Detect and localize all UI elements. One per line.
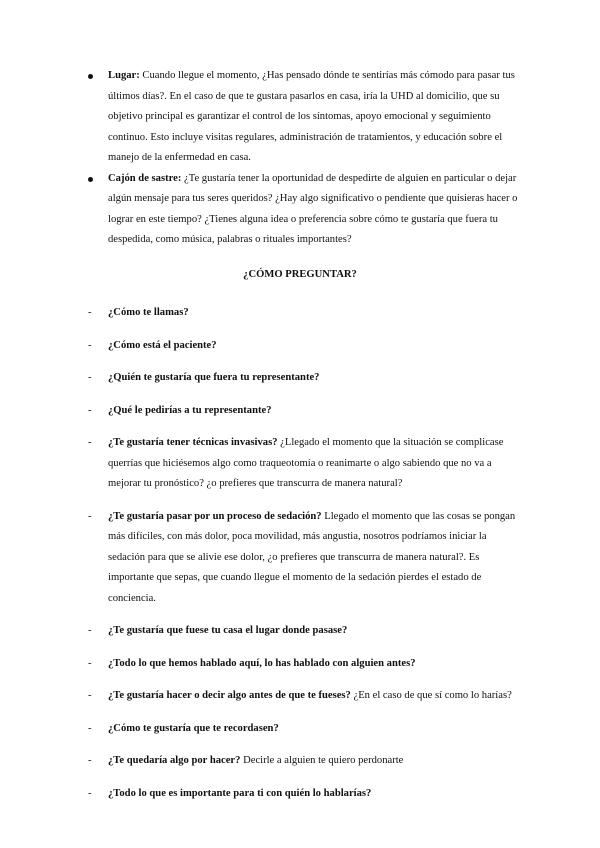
document-content bbox=[0, 66, 600, 816]
question-text: ¿En el caso de que sí como lo harías? bbox=[350, 690, 512, 701]
question-item bbox=[0, 686, 520, 707]
dash-marker: - bbox=[88, 755, 92, 766]
dash-marker: - bbox=[88, 722, 92, 734]
question-bold: ¿Quién te gustaría que fuera tu representante? bbox=[108, 372, 320, 383]
dash-marker: - bbox=[88, 787, 92, 799]
bullet-text: Cuando llegue el momento, ¿Has pensado dónde te sentirías más cómodo para pasar tus últimos días?. En el caso de que te gustara pasarlos en casa, iría la UHD al domicilio, que su objetivo principal es garantizar el control de los síntomas, apoyo emocional y seguimiento continuo. Esto incluye visitas regulares, administración de tratamientos, y educación sobre el manejo de la enfermedad en casa. bbox=[108, 70, 515, 163]
question-item bbox=[0, 751, 520, 772]
question-bold: ¿Cómo te llamas? bbox=[108, 307, 189, 318]
question-item bbox=[0, 401, 520, 422]
bullet-item-lugar bbox=[0, 66, 520, 169]
question-text: Decirle a alguien te quiero perdonarte bbox=[240, 755, 404, 766]
question-bold: ¿Cómo está el paciente? bbox=[108, 339, 217, 351]
question-bold: ¿Todo lo que es importante para ti con quién lo hablarías? bbox=[108, 787, 372, 799]
dash-marker: - bbox=[88, 372, 92, 383]
question-item bbox=[0, 719, 520, 740]
question-item bbox=[0, 654, 520, 675]
dash-marker: - bbox=[88, 404, 92, 416]
question-text: Llegado el momento que las cosas se pongan más difíciles, con más dolor, poca movilidad, más angustia, nosotros podríamos iniciar la sedación para que se alivie ese dolor, ¿o prefieres que transcurra de manera natural?. Es importante que sepas, que cuando llegue el momento de la sedación pierdes el estado de conciencia. bbox=[108, 510, 516, 604]
question-item bbox=[0, 621, 520, 642]
question-item bbox=[0, 368, 520, 389]
question-item bbox=[0, 303, 520, 324]
question-bold: ¿Te gustaría pasar por un proceso de sedación? bbox=[108, 510, 322, 522]
bullet-text: ¿Te gustaría tener la oportunidad de despedirte de alguien en particular o dejar algún mensaje para tus seres queridos? ¿Hay algo significativo o pendiente que quisieras hacer o lograr en este tiempo? ¿Tienes alguna idea o preferencia sobre cómo te gustaría que fuera tu despedida, como música, palabras o rituales importantes? bbox=[108, 172, 518, 245]
question-text: ¿Llegado el momento que la situación se complicase querrías que hiciésemos algo como traqueotomía o reanimarte o algo sabiendo que no va a mejorar tu pronóstico? ¿o prefieres que transcurra de manera natural? bbox=[108, 437, 504, 489]
bullet-dot-icon bbox=[88, 177, 93, 182]
question-item bbox=[0, 336, 520, 357]
question-bold: ¿Te gustaría tener técnicas invasivas? bbox=[108, 437, 278, 448]
bullet-item-cajon-de-sastre bbox=[0, 169, 520, 251]
question-bold: ¿Qué le pedirías a tu representante? bbox=[108, 404, 272, 416]
question-item bbox=[0, 433, 520, 495]
dash-marker: - bbox=[88, 510, 92, 522]
question-bold: ¿Te gustaría hacer o decir algo antes de que te fueses? bbox=[108, 690, 351, 701]
dash-marker: - bbox=[88, 690, 92, 701]
question-bold: ¿Te quedaría algo por hacer? bbox=[108, 755, 241, 766]
dash-marker: - bbox=[88, 437, 92, 448]
question-bold: ¿Todo lo que hemos hablado aquí, lo has hablado con alguien antes? bbox=[108, 657, 416, 669]
dash-marker: - bbox=[88, 657, 92, 669]
dash-marker: - bbox=[88, 307, 92, 318]
bullet-title: Cajón de sastre: bbox=[108, 172, 182, 184]
bullet-dot-icon bbox=[88, 74, 93, 79]
question-item bbox=[0, 507, 520, 610]
dash-marker: - bbox=[88, 339, 92, 351]
dash-marker: - bbox=[88, 625, 92, 636]
bullet-title: Lugar: bbox=[108, 70, 140, 81]
question-bold: ¿Te gustaría que fuese tu casa el lugar donde pasase? bbox=[108, 625, 348, 636]
section-heading: ¿CÓMO PREGUNTAR? bbox=[243, 268, 357, 280]
question-bold: ¿Cómo te gustaría que te recordasen? bbox=[108, 722, 279, 734]
question-item bbox=[0, 784, 520, 805]
